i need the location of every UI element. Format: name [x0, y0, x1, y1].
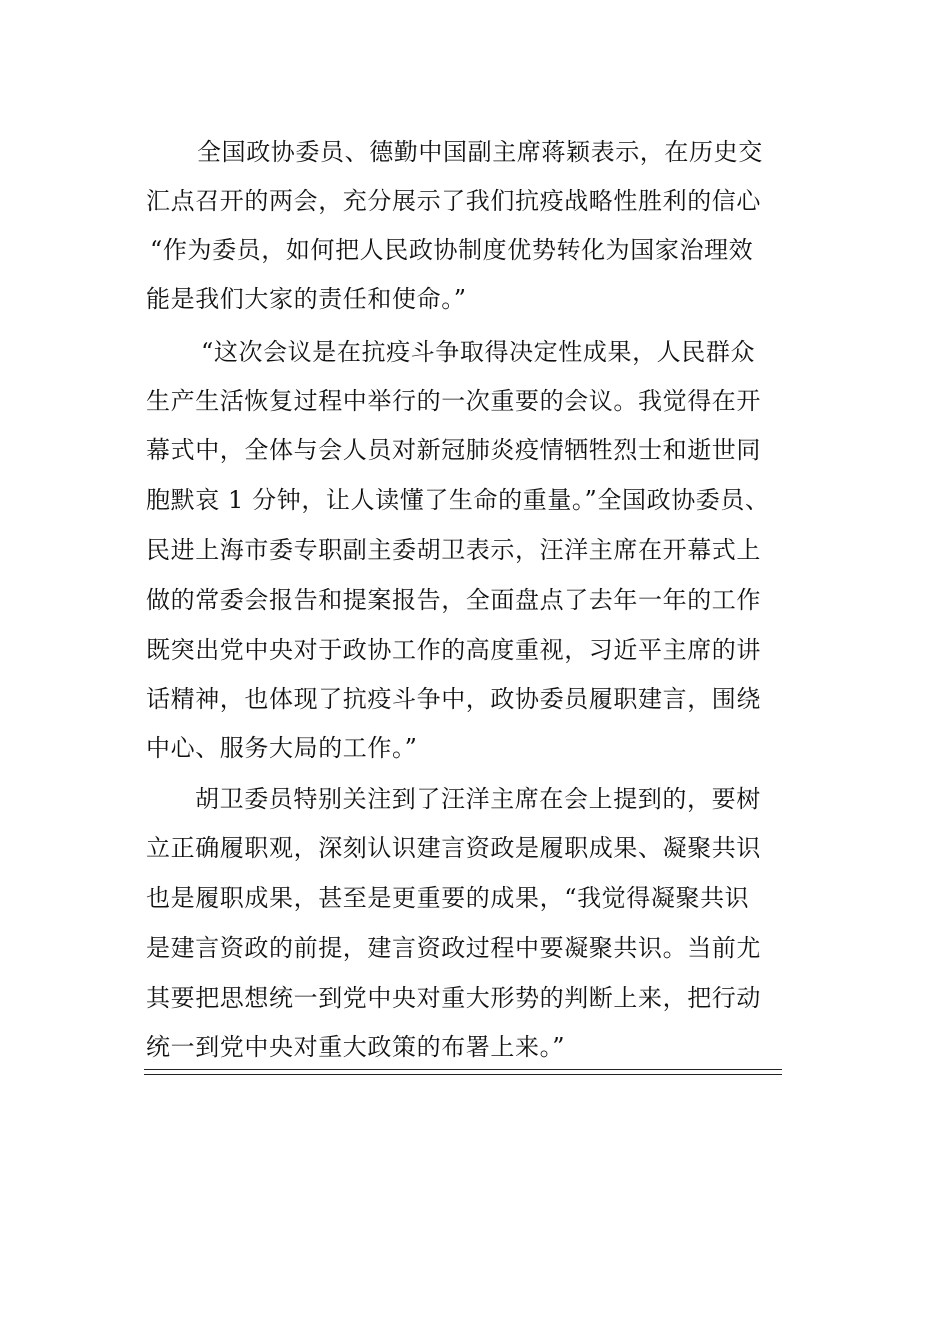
- paragraph-2-line-8: 话精神，也体现了抗疫斗争中，政协委员履职建言，围绕: [146, 685, 761, 713]
- paragraph-1-line-4: 能是我们大家的责任和使命。”: [146, 285, 467, 313]
- paragraph-2-line-5: 民进上海市委专职副主委胡卫表示，汪洋主席在开幕式上: [146, 536, 761, 564]
- paragraph-3-line-4: 是建言资政的前提，建言资政过程中要凝聚共识。当前尤: [146, 934, 761, 962]
- paragraph-3-line-1: 胡卫委员特别关注到了汪洋主席在会上提到的，要树: [195, 785, 761, 813]
- paragraph-2-line-9: 中心、服务大局的工作。”: [146, 734, 418, 762]
- paragraph-2-line-2: 生产生活恢复过程中举行的一次重要的会议。我觉得在开: [146, 387, 761, 415]
- paragraph-3-line-2: 立正确履职观，深刻认识建言资政是履职成果、凝聚共识: [146, 834, 761, 862]
- paragraph-3-line-6: 统一到党中央对重大政策的布署上来。”: [146, 1033, 566, 1061]
- paragraph-3-line-5: 其要把思想统一到党中央对重大形势的判断上来，把行动: [146, 984, 761, 1012]
- paragraph-1-line-2: 汇点召开的两会，充分展示了我们抗疫战略性胜利的信心: [146, 187, 761, 215]
- paragraph-2-line-7: 既突出党中央对于政协工作的高度重视，习近平主席的讲: [146, 636, 761, 664]
- paragraph-2-line-1: “这次会议是在抗疫斗争取得决定性成果，人民群众: [201, 338, 756, 366]
- paragraph-3-line-3: 也是履职成果，甚至是更重要的成果，“我觉得凝聚共识: [146, 884, 750, 912]
- footer-rule-top: [144, 1069, 782, 1070]
- paragraph-1-line-3: “作为委员，如何把人民政协制度优势转化为国家治理效: [150, 236, 754, 264]
- paragraph-2-line-4: 胞默哀 1 分钟，让人读懂了生命的重量。”全国政协委员、: [146, 486, 770, 514]
- paragraph-1-line-1: 全国政协委员、德勤中国副主席蒋颖表示，在历史交: [197, 138, 763, 166]
- paragraph-2-line-3: 幕式中，全体与会人员对新冠肺炎疫情牺牲烈士和逝世同: [146, 436, 761, 464]
- footer-rule-bottom: [144, 1074, 782, 1075]
- paragraph-2-line-6: 做的常委会报告和提案报告，全面盘点了去年一年的工作: [146, 586, 761, 614]
